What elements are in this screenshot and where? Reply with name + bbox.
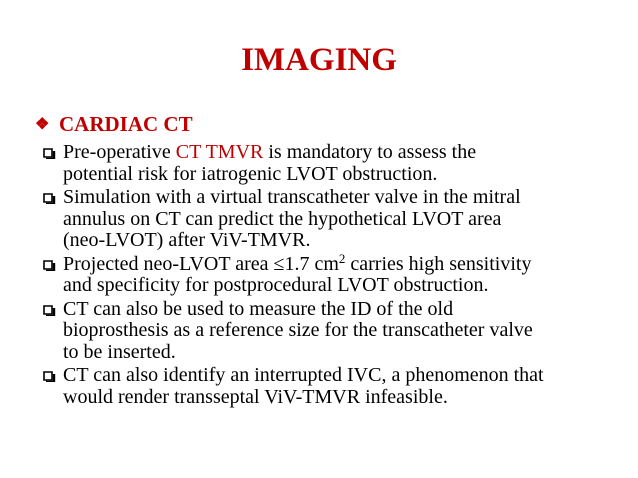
bullet-4-line3: to be inserted. [63,340,176,363]
checkbox-square-icon [42,190,56,204]
bullet-item [42,142,622,185]
bullet-4-line1: CT can also be used to measure the ID of the old [63,297,454,320]
bullet-item [42,187,622,252]
bullet-2-line3: (neo-LVOT) after ViV-TMVR. [63,229,311,251]
bullet-3-superscript: 2 [338,250,346,266]
bullet-item [42,299,622,364]
bullet-3-line1-prefix: Projected neo-LVOT area ≤1.7 cm [63,252,339,275]
slide-title: IMAGING [241,42,397,78]
bullet-4-line2: bioprosthesis as a reference size for the transcatheter valve [63,319,533,341]
bullet-5-line2: would render transseptal ViV-TMVR infeasible. [63,385,448,408]
bullet-3-line1-suffix: carries high sensitivity [345,252,532,275]
bullet-item [42,250,622,297]
bullet-item [42,365,622,408]
bullet-2-line2: annulus on CT can predict the hypothetical LVOT area [63,207,502,230]
bullet-1-line1-prefix: Pre-operative [63,141,176,163]
bullet-2-line1: Simulation with a virtual transcatheter valve in the mitral [63,186,521,208]
section-heading [35,112,193,137]
checkbox-square-icon [42,145,56,159]
bullet-1-line2: potential risk for iatrogenic LVOT obstruction. [63,162,438,185]
bullet-3-line2: and specificity for postprocedural LVOT obstruction. [63,274,489,296]
bullet-1-highlight: CT TMVR [175,141,264,163]
checkbox-square-icon [42,368,56,382]
bullet-1-line1-suffix: is mandatory to assess the [263,141,477,163]
diamond-bullet-icon: ❖ [35,116,50,133]
checkbox-square-icon [42,302,56,316]
bullet-list [42,142,622,408]
bullet-5-line1: CT can also identify an interrupted IVC, a phenomenon that [63,364,544,386]
section-heading-text: CARDIAC CT [59,112,193,136]
checkbox-square-icon [42,257,56,271]
